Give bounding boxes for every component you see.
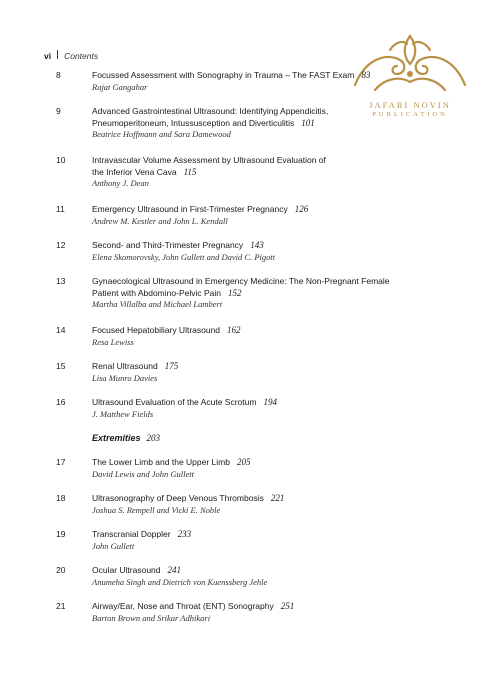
chapter-body [92,493,476,516]
chapter-title: Transcranial Doppler [92,529,171,539]
chapter-title: Pneumoperitoneum, Intussusception and Diverticulitis [92,117,295,128]
chapter-authors: Anumeha Singh and Dietrich von Kuenssberg Jehle [92,576,268,587]
chapter-title-line [92,361,476,373]
chapter-page: 251 [280,601,295,611]
chapter-authors: Lisa Munro Davies [92,372,158,383]
chapter-authors: Joshua S. Rempell and Vicki E. Noble [92,504,221,515]
chapter-title: Advanced Gastrointestinal Ultrasound: Identifying Appendicitis, [92,106,329,116]
chapter-title: Emergency Ultrasound in First-Trimester Pregnancy [92,204,288,214]
chapter-page: 194 [263,397,277,407]
chapter-title: Renal Ultrasound [92,361,158,371]
chapter-body [92,529,476,552]
chapter-title: Second- and Third-Trimester Pregnancy [92,240,244,250]
section-heading-page: 203 [146,433,161,443]
chapter-title-line [92,155,476,167]
chapter-page: 241 [167,565,182,575]
chapter-title-line [92,457,476,469]
chapter-body [92,70,476,93]
chapter-page: 221 [270,493,285,503]
chapter-page: 205 [236,457,251,467]
chapter-number: 8 [56,70,61,80]
toc-entry[interactable] [56,240,476,263]
logo-subtext: PUBLICATION [372,111,448,118]
toc-entry[interactable] [56,325,476,348]
toc-entry[interactable] [56,276,476,311]
chapter-authors: Rajat Gangahar [92,81,148,92]
chapter-number: 18 [56,493,66,503]
chapter-title-line [92,204,476,216]
chapter-title: Ultrasonography of Deep Venous Thrombosis [92,493,264,503]
chapter-page: 162 [227,325,241,335]
chapter-body [92,457,476,480]
chapter-body [92,397,476,420]
chapter-authors: John Gullett [92,540,135,551]
section-heading[interactable] [56,433,160,443]
chapter-authors: Martha Villalba and Michael Lambert [92,299,223,309]
chapter-title-line [92,325,476,337]
chapter-title-line [92,601,476,613]
chapter-page: 101 [301,117,315,128]
chapter-title-line [92,565,476,577]
chapter-number: 21 [56,601,66,611]
chapter-page: 175 [164,361,179,371]
chapter-number: 15 [56,361,66,371]
chapter-page: 233 [177,529,192,539]
chapter-number: 14 [56,325,66,335]
toc-entry[interactable] [56,529,476,552]
logo-text: JAFARI NOVIN [369,100,451,110]
chapter-body [92,276,476,311]
chapter-body [92,155,476,190]
chapter-title: Focused Hepatobiliary Ultrasound [92,325,221,335]
chapter-title-line [92,106,476,118]
toc-entry[interactable] [56,106,476,141]
chapter-title-line [92,529,476,541]
chapter-body [92,601,476,624]
chapter-title: the Inferior Vena Cava [92,166,177,177]
chapter-number: 16 [56,397,66,407]
toc-entry[interactable] [56,70,476,93]
chapter-authors: David Lewis and John Gullett [92,468,194,479]
chapter-authors: Andrew M. Kestler and John L. Kendall [92,215,228,226]
chapter-title: Ultrasound Evaluation of the Acute Scrotum [92,397,257,407]
chapter-number: 13 [56,276,66,286]
chapter-body [92,565,476,588]
header-divider [57,50,58,59]
chapter-page: 83 [361,70,371,80]
chapter-number: 17 [56,457,66,467]
chapter-number: 10 [56,155,66,165]
toc-entry[interactable] [56,565,476,588]
chapter-title-line [92,70,476,82]
toc-entry[interactable] [56,601,476,624]
chapter-body [92,106,476,141]
chapter-title-line [92,493,476,505]
chapter-title: Intravascular Volume Assessment by Ultrasound Evaluation of [92,155,326,165]
chapter-authors: J. Matthew Fields [92,408,154,419]
chapter-title-line [92,397,476,409]
chapter-title: Gynaecological Ultrasound in Emergency Medicine: The Non-Pregnant Female [92,276,390,286]
chapter-number: 20 [56,565,66,575]
chapter-title: Airway/Ear, Nose and Throat (ENT) Sonography [92,601,274,611]
chapter-title: Patient with Abdomino-Pelvic Pain [92,287,221,298]
chapter-authors: Resa Lewiss [92,336,134,347]
toc-entry[interactable] [56,361,476,384]
toc-entry[interactable] [56,204,476,227]
chapter-body [92,361,476,384]
chapter-body [92,240,476,263]
toc-entry[interactable] [56,493,476,516]
chapter-page: 143 [250,240,264,250]
chapter-number: 12 [56,240,66,250]
chapter-page: 115 [183,166,197,177]
chapter-authors: Beatrice Hoffmann and Sara Damewood [92,129,231,139]
chapter-title-line [92,118,476,130]
toc-entry[interactable] [56,457,476,480]
chapter-title: Ocular Ultrasound [92,565,161,575]
chapter-number: 9 [56,106,61,116]
chapter-page: 152 [228,287,242,298]
toc-entry[interactable] [56,155,476,190]
chapter-page: 126 [294,204,309,214]
toc-entry[interactable] [56,397,476,420]
chapter-title-line [92,288,476,300]
chapter-title: Focussed Assessment with Sonography in Trauma – The FAST Exam [92,70,355,80]
section-heading-title: Extremities [92,433,141,443]
chapter-number: 19 [56,529,66,539]
chapter-number: 11 [56,204,65,214]
chapter-authors: Barton Brown and Srikar Adhikari [92,612,211,623]
chapter-title-line [92,276,476,288]
chapter-body [92,204,476,227]
chapter-title: The Lower Limb and the Upper Limb [92,457,230,467]
section-title: Contents [64,51,99,61]
page-number: vi [44,51,52,61]
chapter-title-line [92,240,476,252]
chapter-authors: Elena Skomorovsky, John Gullett and David C. Pigott [92,251,276,262]
chapter-authors: Anthony J. Dean [92,178,149,188]
chapter-title-line [92,167,476,179]
chapter-body [92,325,476,348]
